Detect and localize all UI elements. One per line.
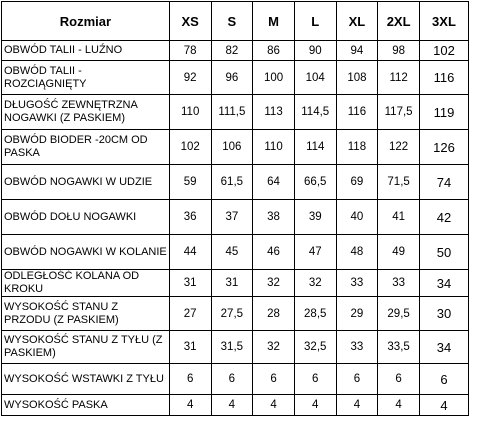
cell-value-xs: 78 [169,41,211,61]
cell-value-m: 4 [253,395,295,416]
cell-value-2xl: 4 [378,395,420,416]
cell-value-3xl: 119 [419,95,468,130]
size-chart-header [2,2,469,41]
row-label: WYSOKOŚĆ WSTAWKI Z TYŁU [2,364,170,395]
cell-value-xs: 4 [169,395,211,416]
cell-value-s: 4 [211,395,253,416]
cell-value-xl: 6 [336,364,378,395]
cell-value-2xl: 33 [378,270,420,297]
cell-value-3xl: 50 [419,235,468,270]
cell-value-l: 114 [294,130,336,165]
cell-value-l: 114,5 [294,95,336,130]
cell-value-3xl: 102 [419,41,468,61]
table-row [2,235,469,270]
cell-value-l: 6 [294,364,336,395]
size-header-2xl: 2XL [378,2,420,41]
cell-value-l: 32 [294,270,336,297]
cell-value-2xl: 122 [378,130,420,165]
cell-value-2xl: 117,5 [378,95,420,130]
cell-value-2xl: 6 [378,364,420,395]
size-header-xs: XS [169,2,211,41]
cell-value-l: 47 [294,235,336,270]
cell-value-xs: 59 [169,165,211,200]
cell-value-2xl: 49 [378,235,420,270]
corner-label: Rozmiar [2,2,170,41]
cell-value-m: 6 [253,364,295,395]
table-row [2,130,469,165]
cell-value-2xl: 98 [378,41,420,61]
cell-value-2xl: 29,5 [378,297,420,331]
cell-value-s: 106 [211,130,253,165]
cell-value-xs: 110 [169,95,211,130]
cell-value-m: 32 [253,331,295,364]
cell-value-l: 4 [294,395,336,416]
row-label: OBWÓD DOŁU NOGAWKI [2,200,170,235]
cell-value-xl: 116 [336,95,378,130]
cell-value-m: 113 [253,95,295,130]
row-label: OBWÓD TALII - LUŹNO [2,41,170,61]
cell-value-3xl: 126 [419,130,468,165]
cell-value-m: 86 [253,41,295,61]
row-label: WYSOKOŚĆ STANU Z PRZODU (Z PASKIEM) [2,297,170,331]
cell-value-xs: 92 [169,61,211,95]
row-label: WYSOKOŚĆ PASKA [2,395,170,416]
cell-value-l: 104 [294,61,336,95]
cell-value-m: 28 [253,297,295,331]
size-chart-table [1,1,469,416]
cell-value-3xl: 6 [419,364,468,395]
cell-value-3xl: 34 [419,270,468,297]
cell-value-s: 111,5 [211,95,253,130]
cell-value-l: 90 [294,41,336,61]
table-row [2,331,469,364]
header-row [2,2,469,41]
cell-value-3xl: 42 [419,200,468,235]
size-header-xl: XL [336,2,378,41]
cell-value-2xl: 112 [378,61,420,95]
cell-value-xl: 69 [336,165,378,200]
size-header-s: S [211,2,253,41]
row-label: ODLEGŁOŚĆ KOLANA OD KROKU [2,270,170,297]
cell-value-m: 110 [253,130,295,165]
row-label: OBWÓD BIODER -20CM OD PASKA [2,130,170,165]
cell-value-xs: 44 [169,235,211,270]
cell-value-2xl: 71,5 [378,165,420,200]
cell-value-s: 31,5 [211,331,253,364]
cell-value-xl: 48 [336,235,378,270]
cell-value-xl: 108 [336,61,378,95]
cell-value-m: 38 [253,200,295,235]
row-label: WYSOKOŚĆ STANU Z TYŁU (Z PASKIEM) [2,331,170,364]
table-row [2,61,469,95]
cell-value-xl: 33 [336,270,378,297]
cell-value-3xl: 34 [419,331,468,364]
cell-value-3xl: 4 [419,395,468,416]
cell-value-xs: 31 [169,331,211,364]
cell-value-m: 32 [253,270,295,297]
table-row [2,165,469,200]
table-row [2,395,469,416]
cell-value-3xl: 116 [419,61,468,95]
table-row [2,364,469,395]
cell-value-xs: 27 [169,297,211,331]
cell-value-m: 46 [253,235,295,270]
cell-value-xs: 31 [169,270,211,297]
cell-value-xl: 40 [336,200,378,235]
cell-value-3xl: 30 [419,297,468,331]
table-row [2,200,469,235]
cell-value-xl: 118 [336,130,378,165]
cell-value-s: 61,5 [211,165,253,200]
cell-value-l: 32,5 [294,331,336,364]
cell-value-xl: 94 [336,41,378,61]
row-label: OBWÓD TALII - ROZCIĄGNIĘTY [2,61,170,95]
cell-value-l: 39 [294,200,336,235]
cell-value-s: 96 [211,61,253,95]
cell-value-m: 64 [253,165,295,200]
size-header-l: L [294,2,336,41]
table-row [2,41,469,61]
cell-value-xs: 36 [169,200,211,235]
cell-value-xl: 33 [336,331,378,364]
cell-value-2xl: 33,5 [378,331,420,364]
cell-value-xl: 4 [336,395,378,416]
cell-value-l: 28,5 [294,297,336,331]
row-label: DŁUGOŚĆ ZEWNĘTRZNA NOGAWKI (Z PASKIEM) [2,95,170,130]
table-row [2,297,469,331]
table-row [2,95,469,130]
cell-value-2xl: 41 [378,200,420,235]
cell-value-s: 6 [211,364,253,395]
size-header-m: M [253,2,295,41]
size-chart-body [2,41,469,416]
cell-value-s: 31 [211,270,253,297]
cell-value-s: 82 [211,41,253,61]
cell-value-s: 45 [211,235,253,270]
cell-value-xs: 6 [169,364,211,395]
table-row [2,270,469,297]
row-label: OBWÓD NOGAWKI W KOLANIE [2,235,170,270]
cell-value-xl: 29 [336,297,378,331]
row-label: OBWÓD NOGAWKI W UDZIE [2,165,170,200]
size-header-3xl: 3XL [419,2,468,41]
cell-value-3xl: 74 [419,165,468,200]
cell-value-l: 66,5 [294,165,336,200]
cell-value-xs: 102 [169,130,211,165]
cell-value-s: 37 [211,200,253,235]
cell-value-m: 100 [253,61,295,95]
cell-value-s: 27,5 [211,297,253,331]
